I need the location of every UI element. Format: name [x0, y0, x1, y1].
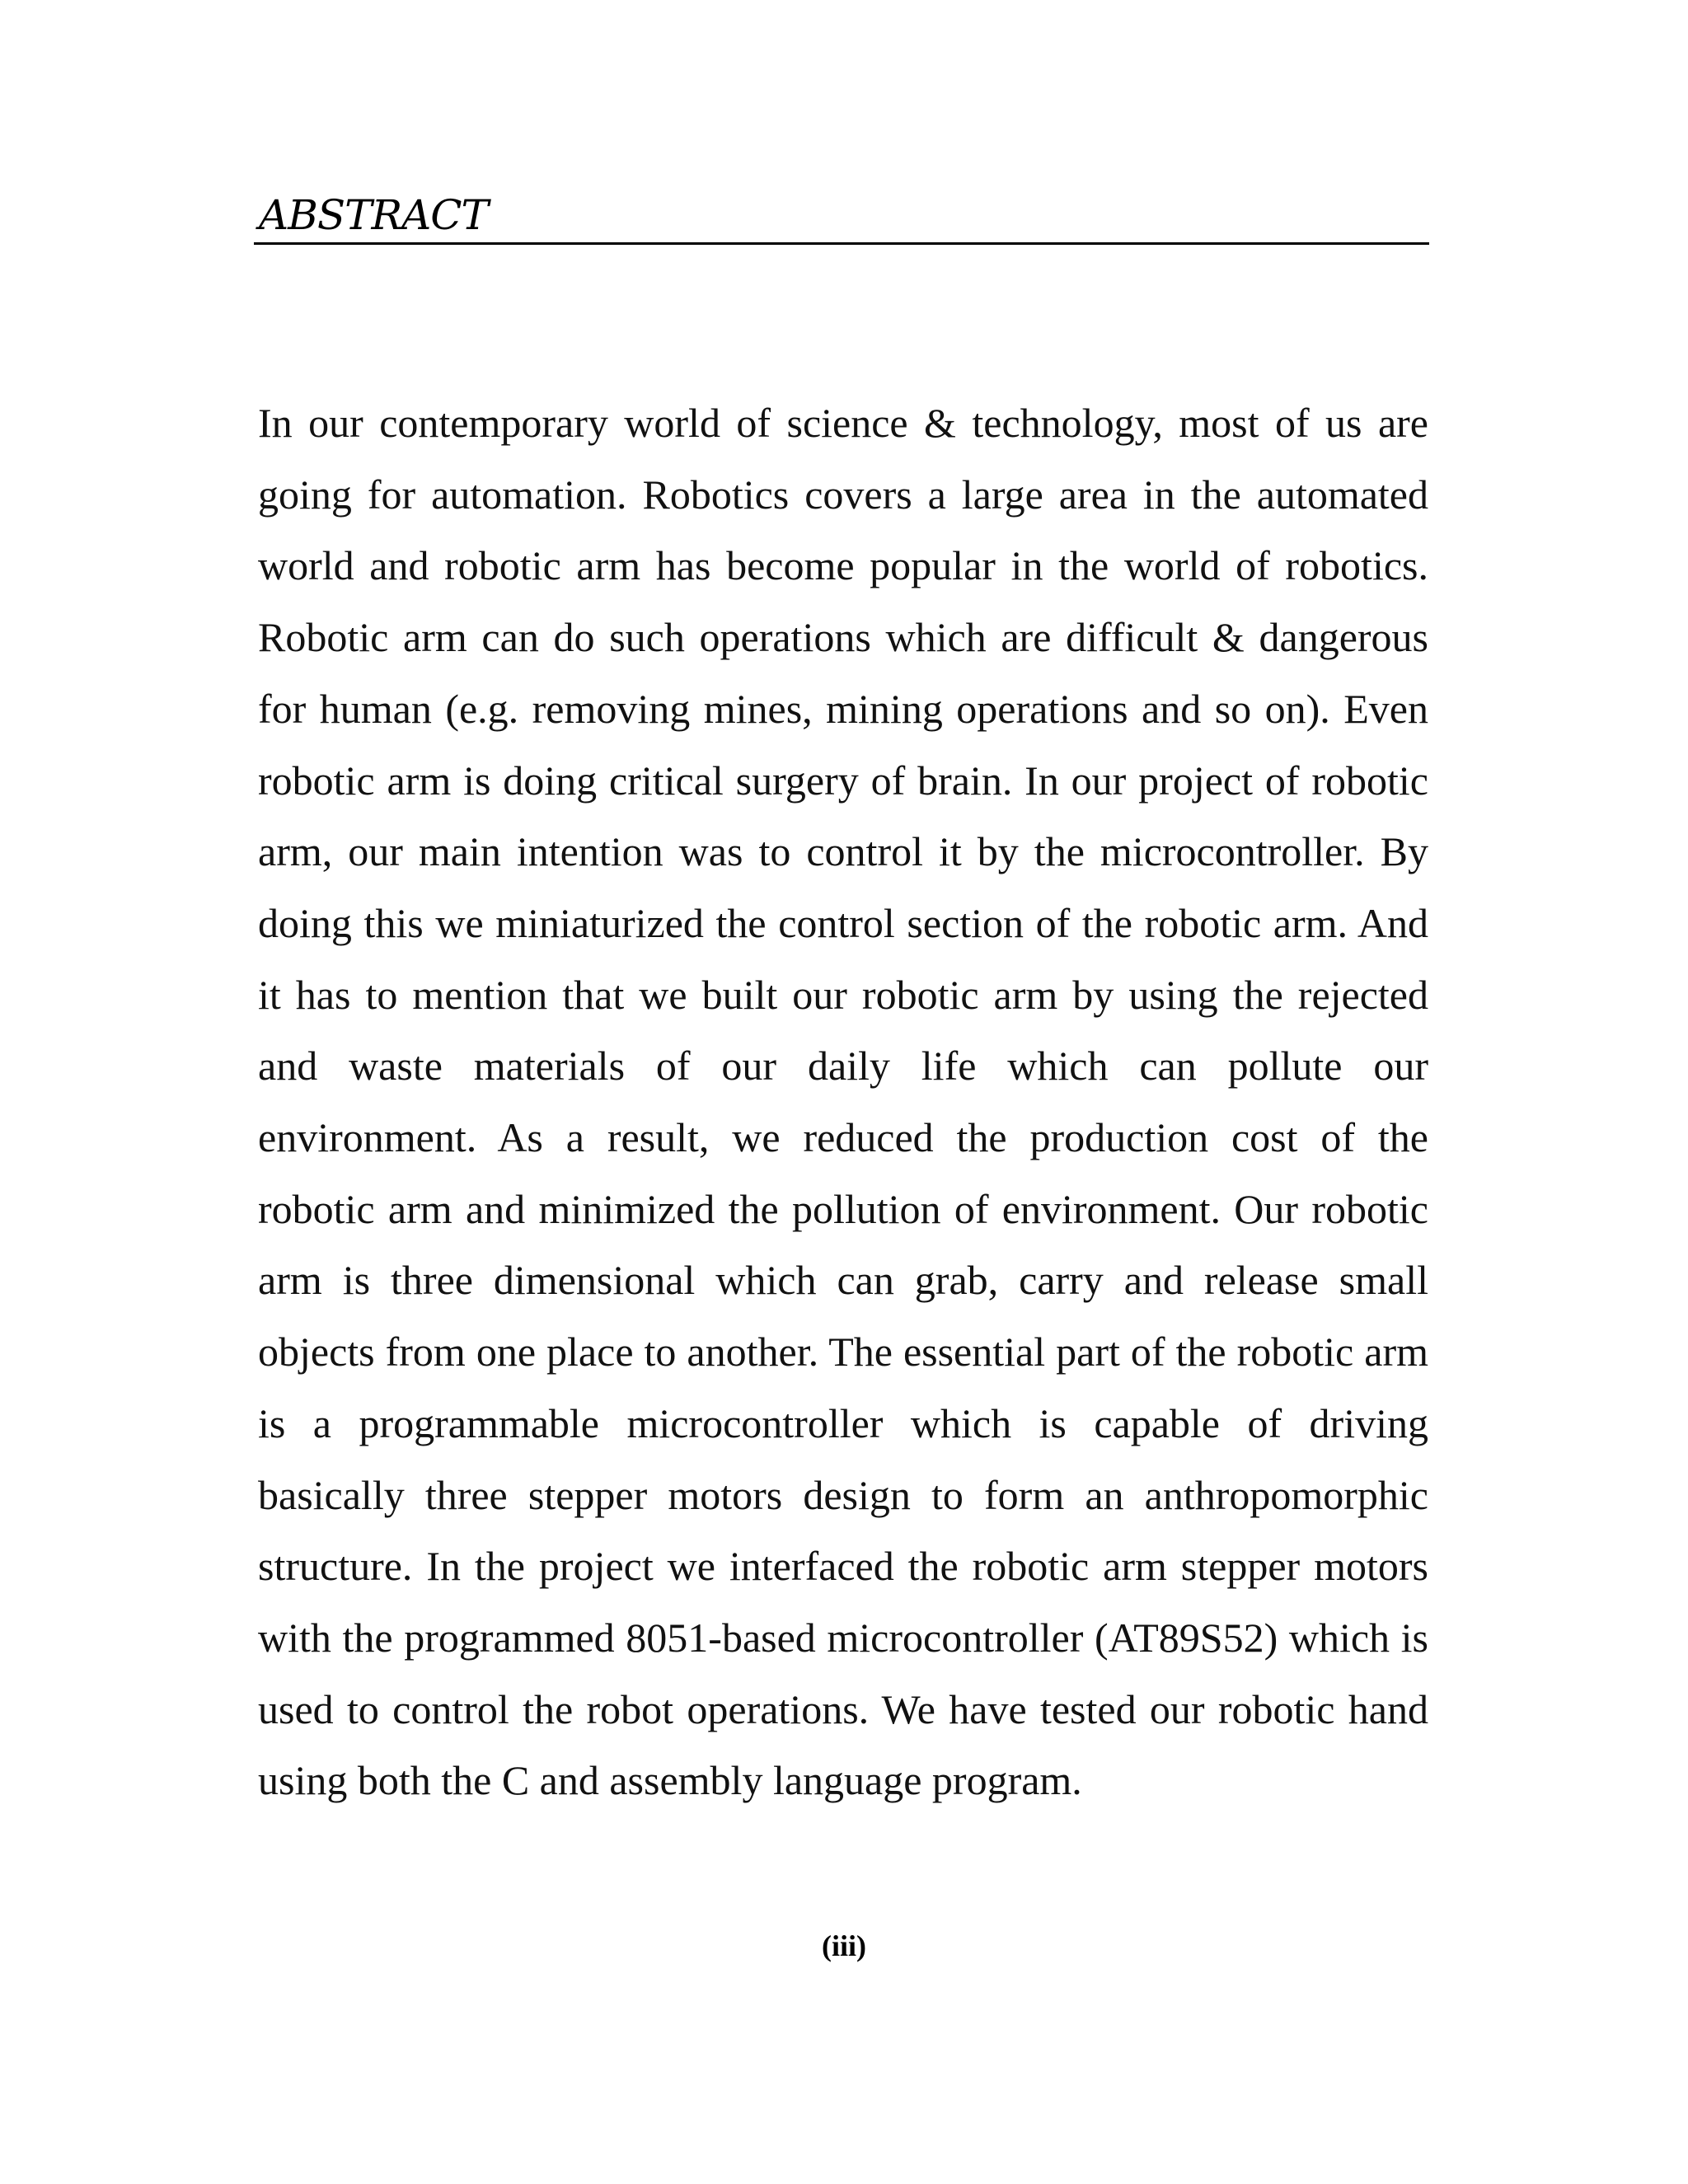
- page-title: ABSTRACT: [259, 191, 488, 239]
- abstract-paragraph: In our contemporary world of science & technology, most of us are going for automation. Robotics covers a large area in the automated world and robotic arm has become popular in the world of robotics. Robotic arm can do such operations which are difficult & dangerous for human (e.g. removing mines, mining operations and so on). Even robotic arm is doing critical surgery of brain. In our project of robotic arm, our main intention was to control it by the microcontroller. By doing this we miniaturized the control section of the robotic arm. And it has to mention that we built our robotic arm by using the rejected and waste materials of our daily life which can pollute our environment. As a result, we reduced the production cost of the robotic arm and minimized the pollution of environment. Our robotic arm is three dimensional which can grab, carry and release small objects from one place to another. The essential part of the robotic arm is a programmable microcontroller which is capable of driving basically three stepper motors design to form an anthropomorphic structure. In the project we interfaced the robotic arm stepper motors with the programmed 8051-based microcontroller (AT89S52) which is used to control the robot operations. We have tested our robotic hand using both the C and assembly language program.: [258, 400, 1428, 1804]
- section-header: [254, 180, 1429, 245]
- page-number: (iii): [822, 1929, 866, 1962]
